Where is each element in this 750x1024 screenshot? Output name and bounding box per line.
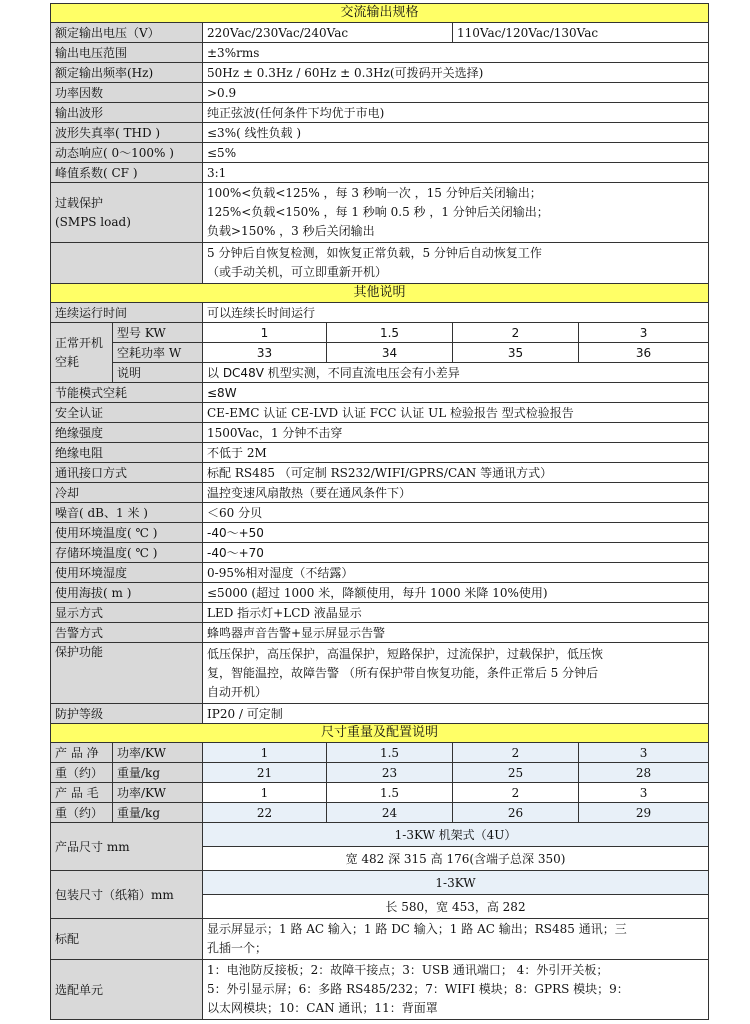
gross-weight-cell: 24 [327,803,453,823]
crest-factor-value: 3:1 [203,163,709,183]
section-title-ac-output: 交流输出规格 [51,4,709,23]
net-power-cell: 1.5 [327,743,453,763]
net-weight-cell: 28 [579,763,709,783]
overload-recovery-value [203,243,709,284]
net-power-cell: 3 [579,743,709,763]
resistance-value: 不低于 2M [203,443,709,463]
display-label: 显示方式 [51,603,203,623]
storage-temp-label: 存储环境温度( ℃ ) [51,543,203,563]
gross-weight-cell: 22 [203,803,327,823]
rated-voltage-label: 额定输出电压（V） [51,23,203,43]
gross-weight-label: 重量/kg [113,803,203,823]
idle-power-cell: 33 [203,343,327,363]
idle-note-value: 以 DC48V 机型实测，不同直流电压会有小差异 [203,363,709,383]
product-size-line1: 1-3KW 机架式（4U） [203,823,709,847]
insulation-value: 1500Vac，1 分钟不击穿 [203,423,709,443]
op-temp-value: -40～+50 [203,523,709,543]
net-weight-label-a: 产 品 净 [51,743,113,763]
net-weight-cell: 21 [203,763,327,783]
options-value [203,960,709,1020]
gross-power-cell: 1.5 [327,783,453,803]
protection-line3: 自动开机） [207,684,268,699]
resistance-label: 绝缘电阻 [51,443,203,463]
noise-value: ＜60 分贝 [203,503,709,523]
idle-model-cell: 1.5 [327,323,453,343]
voltage-range-value: ±3%rms [203,43,709,63]
rated-voltage-110: 110Vac/120Vac/130Vac [453,23,709,43]
overload-line3: 负载>150% ，3 秒后关闭输出 [207,224,375,238]
altitude-value: ≤5000 (超过 1000 米，降额使用，每升 1000 米降 10%使用) [203,583,709,603]
rated-frequency-value: 50Hz ± 0.3Hz / 60Hz ± 0.3Hz(可拨码开关选择) [203,63,709,83]
protection-value [203,643,709,704]
voltage-range-label: 输出电压范围 [51,43,203,63]
section-title-dimensions: 尺寸重量及配置说明 [51,724,709,743]
gross-weight-label-b: 重（约） [51,803,113,823]
idle-power-cell: 34 [327,343,453,363]
noise-label: 噪音( dB、1 米 ) [51,503,203,523]
standard-config-label: 标配 [51,919,203,960]
comm-value: 标配 RS485 （可定制 RS232/WIFI/GPRS/CAN 等通讯方式） [203,463,709,483]
overload-recovery-label [51,243,203,284]
thd-value: ≤3%( 线性负载 ) [203,123,709,143]
waveform-label: 输出波形 [51,103,203,123]
gross-weight-cell: 26 [453,803,579,823]
gross-power-label: 功率/KW [113,783,203,803]
product-size-line2: 宽 482 深 315 高 176(含端子总深 350) [203,847,709,871]
net-power-cell: 2 [453,743,579,763]
overload-line1: 100%<负载<125% ，每 3 秒响一次 ，15 分钟后关闭输出； [207,186,542,200]
gross-power-cell: 3 [579,783,709,803]
rated-voltage-220: 220Vac/230Vac/240Vac [203,23,453,43]
idle-consumption-label: 正常开机空耗 [51,323,113,383]
humidity-label: 使用环境湿度 [51,563,203,583]
waveform-value: 纯正弦波(任何条件下均优于市电) [203,103,709,123]
ip-label: 防护等级 [51,704,203,724]
gross-power-cell: 1 [203,783,327,803]
dynamic-response-label: 动态响应( 0～100% ) [51,143,203,163]
overload-label [51,183,203,243]
ip-value: IP20 / 可定制 [203,704,709,724]
eco-value: ≤8W [203,383,709,403]
standard-line1: 显示屏显示；1 路 AC 输入；1 路 DC 输入；1 路 AC 输出；RS485 通讯；三 [207,922,627,936]
options-line1: 1：电池防反接板；2：故障干接点；3：USB 通讯端口； 4：外引开关板； [207,963,609,977]
standard-config-value [203,919,709,960]
altitude-label: 使用海拔( m ) [51,583,203,603]
idle-model-cell: 3 [579,323,709,343]
overload-line2: 125%<负载<150% ，每 1 秒响 0.5 秒 ，1 分钟后关闭输出； [207,205,549,219]
rated-frequency-label: 额定输出频率(Hz) [51,63,203,83]
alarm-value: 蜂鸣器声音告警+显示屏显示告警 [203,623,709,643]
safety-value: CE-EMC 认证 CE-LVD 认证 FCC 认证 UL 检验报告 型式检验报告 [203,403,709,423]
net-power-cell: 1 [203,743,327,763]
display-value: LED 指示灯+LCD 液晶显示 [203,603,709,623]
safety-label: 安全认证 [51,403,203,423]
overload-label-line1: 过载保护 [55,195,104,210]
continuous-label: 连续运行时间 [51,303,203,323]
cooling-label: 冷却 [51,483,203,503]
idle-model-label: 型号 KW [113,323,203,343]
idle-note-label: 说明 [113,363,203,383]
idle-model-cell: 2 [453,323,579,343]
spec-table [50,3,709,1020]
gross-weight-label-a: 产 品 毛 [51,783,113,803]
package-size-line1: 1-3KW [203,871,709,895]
cooling-value: 温控变速风扇散热（要在通风条件下） [203,483,709,503]
overload-line4: 5 分钟后自恢复检测，如恢复正常负载，5 分钟后自动恢复工作 [207,246,542,260]
alarm-label: 告警方式 [51,623,203,643]
storage-temp-value: -40～+70 [203,543,709,563]
net-weight-label: 重量/kg [113,763,203,783]
protection-line2: 复，智能温控，故障告警 （所有保护带自恢复功能，条件正常后 5 分钟后 [207,665,599,680]
gross-weight-cell: 29 [579,803,709,823]
options-line2: 5：外引显示屏；6：多路 RS485/232；7：WIFI 模块；8：GPRS 模块；9： [207,982,629,996]
section-title-other: 其他说明 [51,284,709,303]
overload-line5: （或手动关机，可立即重新开机） [207,265,388,279]
net-power-label: 功率/KW [113,743,203,763]
idle-power-cell: 35 [453,343,579,363]
idle-power-label: 空耗功率 W [113,343,203,363]
eco-label: 节能模式空耗 [51,383,203,403]
humidity-value: 0-95%相对湿度（不结露） [203,563,709,583]
product-size-label: 产品尺寸 mm [51,823,203,871]
idle-power-cell: 36 [579,343,709,363]
op-temp-label: 使用环境温度( ℃ ) [51,523,203,543]
crest-factor-label: 峰值系数( CF ) [51,163,203,183]
dynamic-response-value: ≤5% [203,143,709,163]
net-weight-cell: 23 [327,763,453,783]
comm-label: 通讯接口方式 [51,463,203,483]
gross-power-cell: 2 [453,783,579,803]
insulation-label: 绝缘强度 [51,423,203,443]
continuous-value: 可以连续长时间运行 [203,303,709,323]
package-size-label: 包装尺寸（纸箱）mm [51,871,203,919]
options-line3: 以太网模块；10：CAN 通讯；11：背面罩 [207,1001,438,1015]
overload-label-line2: (SMPS load) [55,214,131,229]
options-label: 选配单元 [51,960,203,1020]
power-factor-label: 功率因数 [51,83,203,103]
power-factor-value: >0.9 [203,83,709,103]
protection-label: 保护功能 [51,643,203,704]
protection-line1: 低压保护，高压保护，高温保护，短路保护，过流保护，过载保护，低压恢 [207,646,604,661]
net-weight-label-b: 重（约） [51,763,113,783]
thd-label: 波形失真率( THD ) [51,123,203,143]
standard-line2: 孔插一个； [207,941,268,955]
package-size-line2: 长 580，宽 453，高 282 [203,895,709,919]
overload-value [203,183,709,243]
idle-model-cell: 1 [203,323,327,343]
net-weight-cell: 25 [453,763,579,783]
